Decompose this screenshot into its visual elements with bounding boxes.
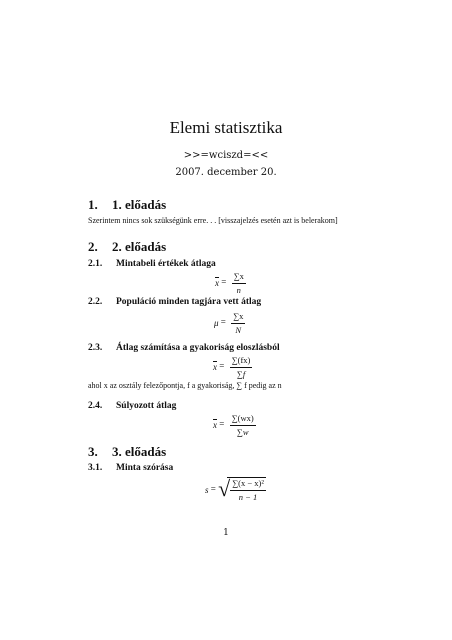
formula-fraction — [231, 311, 245, 335]
document-date: 2007. december 20. — [175, 167, 277, 178]
formula-equals: = — [208, 483, 216, 494]
subsection-title: Súlyozott átlag — [116, 401, 177, 411]
formula-denominator: n — [236, 285, 241, 295]
subsection-heading-2-1 — [88, 259, 216, 269]
formula-lhs: $\overline{x}$ — [215, 278, 219, 288]
radical-sign-icon: √ — [218, 476, 231, 501]
section-number: 1. — [88, 197, 98, 212]
subsection-number: 3.1. — [88, 463, 103, 473]
subsection-heading-2-2 — [88, 297, 261, 307]
square-root — [218, 477, 266, 502]
formula-lhs: μ — [214, 318, 219, 328]
formula-equals: = — [219, 277, 227, 288]
section-heading-3 — [88, 444, 166, 460]
subsection-number: 2.3. — [88, 343, 103, 353]
subsection-heading-2-4 — [88, 401, 176, 411]
formula-denominator: ∑w — [236, 427, 249, 437]
subsection-title: Mintabeli értékek átlaga — [116, 259, 216, 269]
subsection-number: 2.4. — [88, 401, 103, 411]
formula-weighted-mean — [213, 413, 256, 437]
formula-fraction — [230, 355, 253, 379]
section-2-3-note: ahol x az osztály felezőpontja, f a gyakoriság, ∑ f pedig az n — [88, 381, 282, 390]
formula-frequency-mean — [213, 355, 252, 379]
formula-sample-std-dev — [205, 477, 266, 502]
formula-numerator: ∑x — [232, 271, 246, 284]
subsection-heading-3-1 — [88, 463, 173, 473]
formula-lhs: $\overline{x}$ — [213, 420, 217, 430]
formula-denominator: n − 1 — [238, 492, 258, 502]
formula-population-mean — [214, 311, 245, 335]
formula-equals: = — [218, 317, 226, 328]
formula-numerator: ∑(fx) — [230, 355, 253, 368]
document-title: Elemi statisztika — [169, 118, 283, 137]
formula-equals: = — [217, 361, 225, 372]
formula-numerator: ∑(wx) — [230, 413, 256, 426]
subsection-number: 2.1. — [88, 259, 103, 269]
formula-denominator: ∑f — [236, 369, 246, 379]
section-title: 3. előadás — [112, 444, 167, 459]
subsection-number: 2.2. — [88, 297, 103, 307]
subsection-title: Populáció minden tagjára vett átlag — [116, 297, 262, 307]
subsection-heading-2-3 — [88, 343, 280, 353]
section-title: 1. előadás — [112, 197, 167, 212]
formula-fraction — [230, 478, 266, 502]
page-number: 1 — [223, 528, 229, 538]
document-author: >>=wciszd=<< — [183, 150, 269, 161]
formula-numerator: ∑x — [231, 311, 245, 324]
section-number: 2. — [88, 239, 98, 254]
formula-numerator: ∑(x − x)² — [230, 478, 266, 491]
section-heading-1 — [88, 197, 166, 213]
subsection-title: Minta szórása — [116, 463, 174, 473]
section-title: 2. előadás — [112, 239, 167, 254]
formula-sample-mean — [215, 271, 246, 295]
section-1-text: Szerintem nincs sok szükségünk erre. . . [visszajelzés esetén azt is belerakom] — [88, 216, 338, 225]
section-heading-2 — [88, 239, 166, 255]
section-number: 3. — [88, 444, 98, 459]
formula-lhs: $\overline{x}$ — [213, 362, 217, 372]
formula-lhs: s — [205, 484, 209, 495]
formula-fraction — [232, 271, 246, 295]
subsection-title: Átlag számítása a gyakoriság eloszlásból — [116, 343, 280, 353]
formula-denominator: N — [235, 325, 242, 335]
formula-equals: = — [217, 419, 225, 430]
formula-fraction — [230, 413, 256, 437]
radicand — [227, 477, 266, 502]
